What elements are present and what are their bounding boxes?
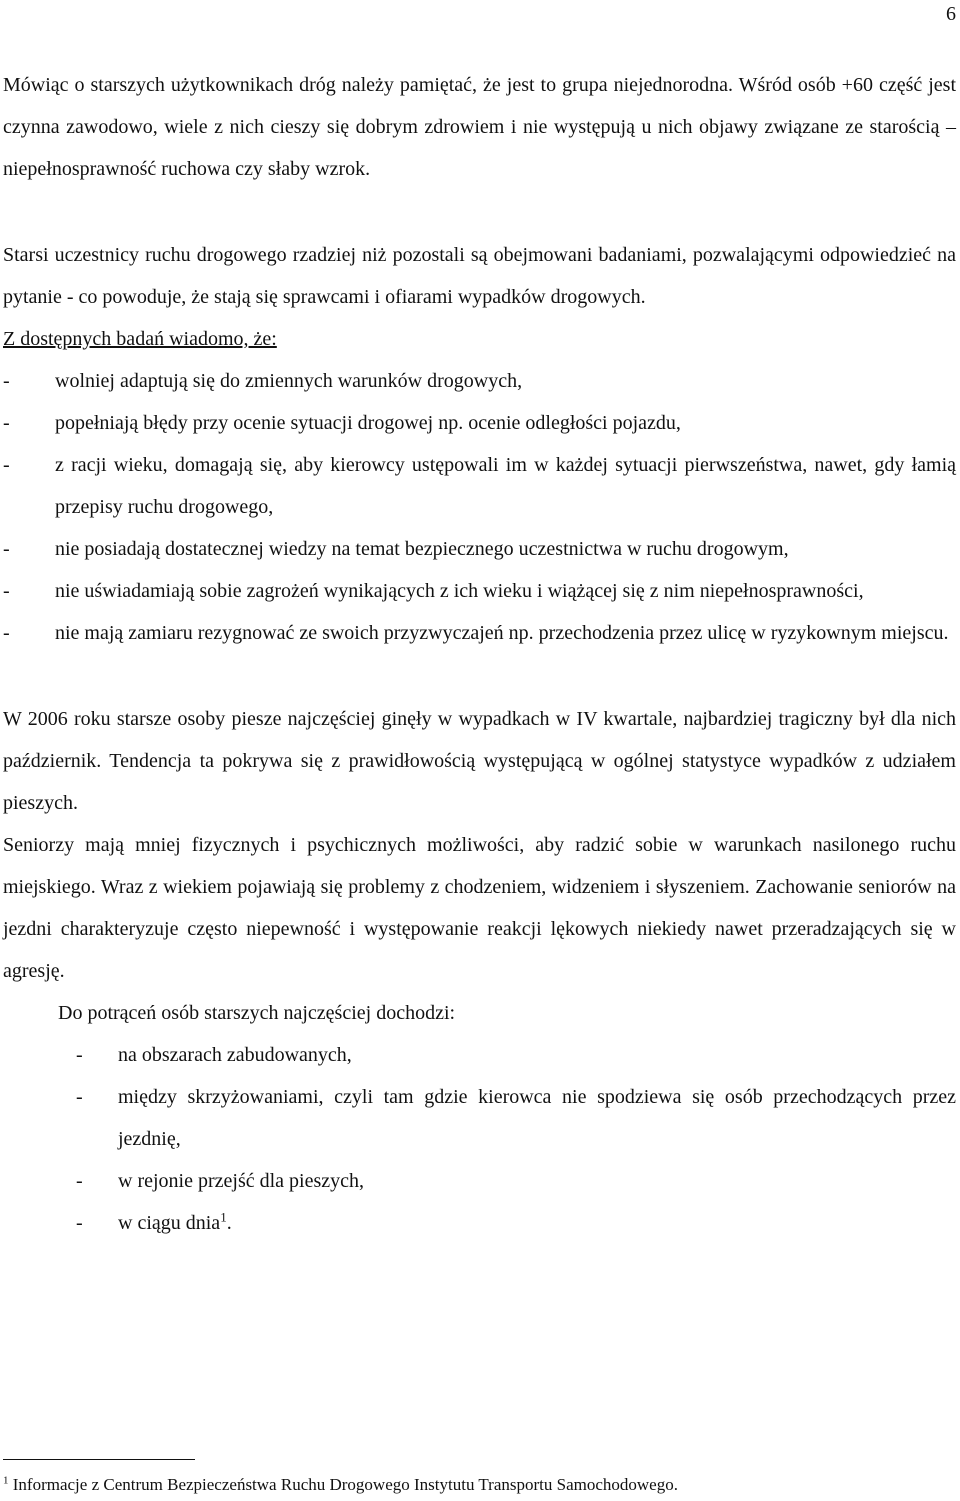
dash-bullet: -	[3, 454, 10, 476]
list-heading-research-findings: Z dostępnych badań wiadomo, że:	[3, 328, 277, 350]
footnote	[3, 1474, 956, 1496]
list-item	[3, 612, 956, 654]
list-item-text: popełniają błędy przy ocenie sytuacji drogowej np. ocenie odległości pojazdu,	[55, 412, 681, 434]
dash-bullet: -	[3, 370, 10, 392]
footnote-text: Informacje z Centrum Bezpieczeństwa Ruchu Drogowego Instytutu Transportu Samochodowego.	[8, 1475, 678, 1494]
dash-bullet: -	[3, 622, 10, 644]
page-number: 6	[946, 3, 956, 25]
list-item-text: nie mają zamiaru rezygnować ze swoich przyzwyczajeń np. przechodzenia przez ulicę w ryzykownym miejscu.	[55, 622, 949, 644]
list-item-text: nie posiadają dostatecznej wiedzy na temat bezpiecznego uczestnictwa w ruchu drogowym,	[55, 538, 789, 560]
list-item-text: w ciągu dnia	[118, 1212, 221, 1234]
list-item-text: z racji wieku, domagają się, aby kierowcy ustępowali im w każdej sytuacji pierwszeństwa, nawet, gdy łamią przepisy ruchu drogowego,	[55, 454, 956, 518]
list-item-text: nie uświadamiają sobie zagrożeń wynikających z ich wieku i wiążącej się z nim niepełnosprawności,	[55, 580, 864, 602]
list-item	[3, 402, 956, 444]
list-item	[3, 360, 956, 402]
list-heading-accident-locations: Do potrąceń osób starszych najczęściej dochodzi:	[58, 1002, 456, 1024]
dash-bullet: -	[3, 538, 10, 560]
list-item	[3, 1076, 956, 1160]
list-item	[3, 528, 956, 570]
list-item	[3, 570, 956, 612]
list-item-text: wolniej adaptują się do zmiennych warunków drogowych,	[55, 370, 523, 392]
list-item-end: .	[226, 1212, 232, 1234]
dash-bullet: -	[3, 412, 10, 434]
spacer	[3, 654, 956, 698]
list-item-text: w rejonie przejść dla pieszych,	[118, 1170, 365, 1192]
document-body	[3, 64, 956, 1244]
dash-bullet: -	[76, 1086, 83, 1108]
spacer	[3, 190, 956, 234]
footnote-marker: 1	[3, 1474, 9, 1487]
paragraph-older-road-users: Mówiąc o starszych użytkownikach dróg należy pamiętać, że jest to grupa niejednorodna. Wśród osób +60 część jest czynna zawodowo, wiele z nich cieszy się dobrym zdrowiem i nie występują u nich objawy związane ze starością – niepełnosprawność ruchowa czy słaby wzrok.	[3, 74, 956, 180]
list-item	[3, 444, 956, 528]
dash-bullet: -	[76, 1212, 83, 1234]
paragraph-2006-statistics: W 2006 roku starsze osoby piesze najczęściej ginęły w wypadkach w IV kwartale, najbardziej tragiczny był dla nich październik. Tendencja ta pokrywa się z prawidłowością występującą w ogólnej statystyce wypadków z udziałem pieszych.	[3, 708, 956, 814]
list-item-text: między skrzyżowaniami, czyli tam gdzie kierowca nie spodziewa się osób przechodzących przez jezdnię,	[118, 1086, 956, 1150]
dash-bullet: -	[76, 1170, 83, 1192]
list-item	[3, 1160, 956, 1202]
accident-locations-list	[3, 1034, 956, 1244]
footnote-reference[interactable]: 1	[220, 1209, 227, 1225]
paragraph-seniors-traffic: Seniorzy mają mniej fizycznych i psychicznych możliwości, aby radzić sobie w warunkach nasilonego ruchu miejskiego. Wraz z wiekiem pojawiają się problemy z chodzeniem, widzeniem i słyszeniem. Zachowanie seniorów na jezdni charakteryzuje często niepewność i występowanie reakcji lękowych niekiedy nawet przeradzających się w agresję.	[3, 834, 956, 982]
list-item-text: na obszarach zabudowanych,	[118, 1044, 352, 1066]
list-item	[3, 1202, 956, 1244]
dash-bullet: -	[3, 580, 10, 602]
paragraph-research: Starsi uczestnicy ruchu drogowego rzadziej niż pozostali są obejmowani badaniami, pozwalającymi odpowiedzieć na pytanie - co powoduje, że stają się sprawcami i ofiarami wypadków drogowych.	[3, 244, 956, 308]
footnote-separator	[3, 1459, 195, 1460]
dash-bullet: -	[76, 1044, 83, 1066]
list-item	[3, 1034, 956, 1076]
research-findings-list	[3, 360, 956, 654]
